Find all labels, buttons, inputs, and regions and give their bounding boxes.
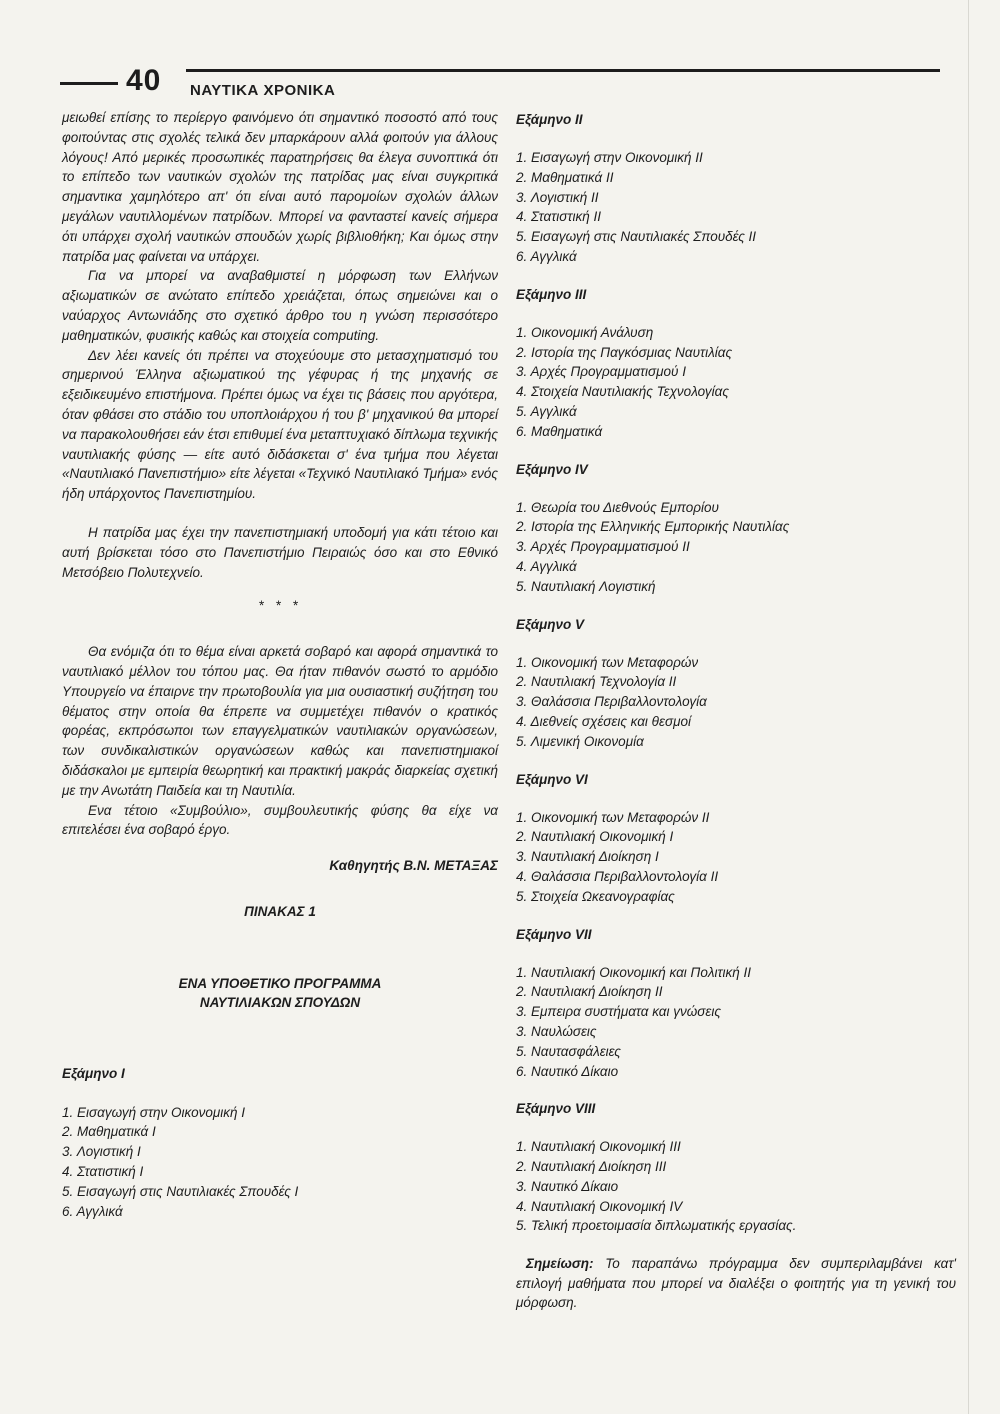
semester-block — [516, 925, 956, 1082]
page-header — [60, 66, 940, 106]
course-item: 1. Οικονομική των Μεταφορών — [516, 654, 699, 670]
right-column — [516, 110, 956, 1313]
course-item: 3. Αρχές Προγραμματισμού ΙΙ — [516, 539, 690, 555]
course-item: 3. Εμπειρα συστήματα και γνώσεις — [516, 1004, 721, 1020]
paragraph: μειωθεί επίσης το περίεργο φαινόμενο ότι σημαντικό ποσοστό από τους φοιτούντας στις σχολές τελικά δεν μπαρκάρουν αλλά φοιτούν για άλλους λόγους! Από μερικές προσωπικές παρατηρήσεις θα έλεγα συνοπτικά ότι το επίπεδο των ναυτικών σχολών της πατρίδας μας είναι συγκριτικά σημαντικα χαμηλότερο απ' ότι είναι αυτό παρομοίων σχολών άλλων μεγάλων ναυτιλλομένων πατρίδων. Μπορεί να φανταστεί κανείς σήμερα ότι υπάρχει σχολή ναυτικών σπουδών χωρίς βιβλιοθήκη; Και όμως στην πατρίδα μας φαίνεται να υπάρχει. — [62, 110, 498, 264]
semester-block — [516, 110, 956, 267]
course-list — [516, 148, 956, 267]
course-item: 2. Μαθηματικά Ι — [62, 1124, 156, 1140]
course-item: 2. Ναυτιλιακή Οικονομική Ι — [516, 829, 674, 845]
page-edge-line — [968, 0, 969, 1414]
footnote-text: Το παραπάνω πρόγραμμα δεν συμπεριλαμβάνει κατ' επιλογή μαθήματα που μπορεί να διαλέξει ο φοιτητής για τη γενική του μόρφωση. — [516, 1256, 956, 1311]
table-subtitle-line: ΕΝΑ ΥΠΟΘΕΤΙΚΟ ΠΡΟΓΡΑΜΜΑ — [178, 975, 382, 991]
course-item: 2. Ιστορία της Ελληνικής Εμπορικής Ναυτιλίας — [516, 519, 790, 535]
course-list — [516, 1137, 956, 1236]
course-item: 1. Ναυτιλιακή Οικονομική και Πολιτική ΙΙ — [516, 964, 752, 980]
footnote — [516, 1254, 956, 1313]
semester-title: Εξάμηνο VΙΙΙ — [516, 1101, 596, 1117]
course-item: 5. Αγγλικά — [516, 403, 577, 419]
page-number: 40 — [126, 64, 162, 97]
course-item: 6. Μαθηματικά — [516, 423, 603, 439]
course-list — [516, 323, 956, 442]
paragraph: Ενα τέτοιο «Συμβούλιο», συμβουλευτικής φύσης θα είχε να επιτελέσει ένα σοβαρό έργο. — [62, 802, 498, 838]
header-rule-left — [60, 82, 118, 85]
semester-title: Εξάμηνο VΙ — [516, 771, 588, 787]
semester-title: Εξάμηνο VΙΙ — [516, 926, 592, 942]
course-item: 4. Θαλάσσια Περιβαλλοντολογία ΙΙ — [516, 868, 719, 884]
course-item: 2. Ιστορία της Παγκόσμιας Ναυτιλίας — [516, 344, 733, 360]
header-rule-right — [186, 69, 940, 72]
section-separator: * * * — [258, 598, 302, 614]
course-list — [62, 1103, 498, 1222]
course-list — [516, 963, 956, 1082]
course-item: 4. Ναυτιλιακή Οικονομική ΙV — [516, 1198, 683, 1214]
table-title: ΠΙΝΑΚΑΣ 1 — [244, 903, 316, 919]
semester-block — [516, 770, 956, 907]
course-item: 1. Εισαγωγή στην Οικονομική ΙΙ — [516, 150, 703, 165]
course-item: 3. Θαλάσσια Περιβαλλοντολογία — [516, 694, 707, 710]
semester-block — [62, 1064, 498, 1222]
course-item: 5. Ναυτιλιακή Λογιστική — [516, 578, 656, 594]
course-item: 2. Μαθηματικά ΙΙ — [516, 169, 614, 185]
course-item: 1. Οικονομική των Μεταφορών ΙΙ — [516, 809, 710, 825]
spacer — [62, 504, 498, 523]
course-item: 2. Ναυτιλιακή Διοίκηση ΙΙΙ — [516, 1159, 667, 1175]
course-item: 5. Εισαγωγή στις Ναυτιλιακές Σπουδές ΙΙ — [516, 229, 757, 245]
paragraph: Η πατρίδα μας έχει την πανεπιστημιακή υποδομή για κάτι τέτοιο και αυτή βρίσκεται τόσο στο Πανεπιστήμιο Πειραιώς όσο και στο Εθνικό Μετσόβειο Πολυτεχνείο. — [62, 524, 498, 580]
course-item: 3. Λογιστική ΙΙ — [516, 189, 599, 205]
table-subtitle — [62, 974, 498, 1012]
semester-block — [516, 285, 956, 442]
course-item: 5. Ναυτασφάλειες — [516, 1043, 621, 1059]
author-signature: Καθηγητής Β.Ν. ΜΕΤΑΞΑΣ — [329, 858, 498, 874]
course-item: 2. Ναυτιλιακή Τεχνολογία ΙΙ — [516, 674, 677, 690]
course-list — [516, 808, 956, 907]
course-list — [516, 498, 956, 597]
table-subtitle-line: ΝΑΥΤΙΛΙΑΚΩΝ ΣΠΟΥΔΩΝ — [199, 994, 361, 1010]
semester-title: Εξάμηνο ΙΙ — [516, 112, 583, 127]
course-item: 4. Στατιστική ΙΙ — [516, 209, 601, 225]
semester-title: Εξάμηνο ΙΙΙ — [516, 286, 587, 302]
course-item: 4. Στατιστική Ι — [62, 1164, 144, 1180]
course-item: 6. Αγγλικά — [62, 1203, 123, 1219]
course-item: 3. Ναυτικό Δίκαιο — [516, 1178, 619, 1194]
course-list — [516, 653, 956, 752]
course-item: 5. Εισαγωγή στις Ναυτιλιακές Σπουδές Ι — [62, 1183, 299, 1199]
course-item: 6. Ναυτικό Δίκαιο — [516, 1063, 619, 1079]
course-item: 4. Διεθνείς σχέσεις και θεσμοί — [516, 713, 691, 729]
semester-block — [516, 615, 956, 752]
course-item: 1. Ναυτιλιακή Οικονομική ΙΙΙ — [516, 1139, 681, 1155]
course-item: 5. Στοιχεία Ωκεανογραφίας — [516, 888, 675, 904]
course-item: 3. Λογιστική Ι — [62, 1144, 141, 1160]
course-item: 1. Εισαγωγή στην Οικονομική Ι — [62, 1104, 246, 1120]
left-column — [62, 108, 498, 1221]
course-item: 6. Αγγλικά — [516, 248, 577, 264]
course-item: 4. Στοιχεία Ναυτιλιακής Τεχνολογίας — [516, 384, 729, 400]
course-item: 3. Αρχές Προγραμματισμού Ι — [516, 364, 686, 380]
semester-title: Εξάμηνο Ι — [62, 1065, 125, 1081]
course-item: 4. Αγγλικά — [516, 558, 577, 574]
course-item: 5. Λιμενική Οικονομία — [516, 733, 644, 749]
footnote-label: Σημείωση: — [526, 1256, 594, 1272]
course-item: 2. Ναυτιλιακή Διοίκηση ΙΙ — [516, 984, 663, 1000]
semester-block — [516, 460, 956, 597]
course-item: 5. Τελική προετοιμασία διπλωματικής εργασίας. — [516, 1218, 797, 1234]
paragraph: Για να μπορεί να αναβαθμιστεί η μόρφωση των Ελλήνων αξιωματικών σε ανώτατο επίπεδο χρειάζεται, όπως σημειώνει και ο ναύαρχος Αντωνιάδης στο σχετικό άρθρο του η γνώση περισσότερο μαθηματικών, φυσικής καθώς και στοιχεία computing. — [62, 268, 498, 343]
course-item: 1. Οικονομική Ανάλυση — [516, 324, 654, 340]
semester-title: Εξάμηνο V — [516, 616, 585, 632]
course-item: 3. Ναυλώσεις — [516, 1023, 597, 1039]
journal-title: ΝΑΥΤΙΚΑ ΧΡΟΝΙΚΑ — [190, 82, 336, 99]
semester-title: Εξάμηνο ΙV — [516, 461, 588, 477]
semester-block — [516, 1099, 956, 1236]
paragraph: Θα ενόμιζα ότι το θέμα είναι αρκετά σοβαρό και αφορά σημαντικά το ναυτιλιακό μέλλον του τόπου μας. Θα ήταν πιθανόν σωστό το αρμόδιο Υπουργείο να έπαιρνε την πρωτοβουλία για μια ουσιαστική συζήτηση του θέματος στην οποία θα έπρεπε να συμμετέχει πιθανόν ο κρατικός φορέας, εκπρόσωποι των επαγγελματικών ναυτιλιακών οργανώσεων, των συνδικαλιστικών οργανώσεων καθώς και πανεπιστημιακοί διδάσκαλοι με εμπειρία θεωρητική και πρακτική μακράς διαρκείας σχετική με την Ανωτάτη Παιδεία και τη Ναυτιλία. — [62, 644, 498, 798]
course-item: 3. Ναυτιλιακή Διοίκηση Ι — [516, 849, 659, 865]
course-item: 1. Θεωρία του Διεθνούς Εμπορίου — [516, 499, 719, 515]
paragraph: Δεν λέει κανείς ότι πρέπει να στοχεύουμε στο μετασχηματισμό του σημερινού Έλληνα αξιωματικού της γέφυρας ή της μηχανής σε εξειδικευμένο επιστήμονα. Πρέπει όμως να έχει τις βάσεις που αργότερα, όταν φθάσει στο στάδιο του υποπλοιάρχου ή του β' μηχανικού θα μπορεί να παρακολουθήσει εάν έτσι επιθυμεί ένα μεταπτυχιακό δίπλωμα τεχνικής ναυτιλιακής φύσης — είτε αυτό διδάσκεται σ' ένα τμήμα που λέγεται «Ναυτιλιακό Πανεπιστήμιο» είτε λέγεται «Τεχνικό Ναυτιλιακό Τμήμα» ενός ήδη υπάρχοντος Πανεπιστημίου. — [62, 347, 498, 502]
